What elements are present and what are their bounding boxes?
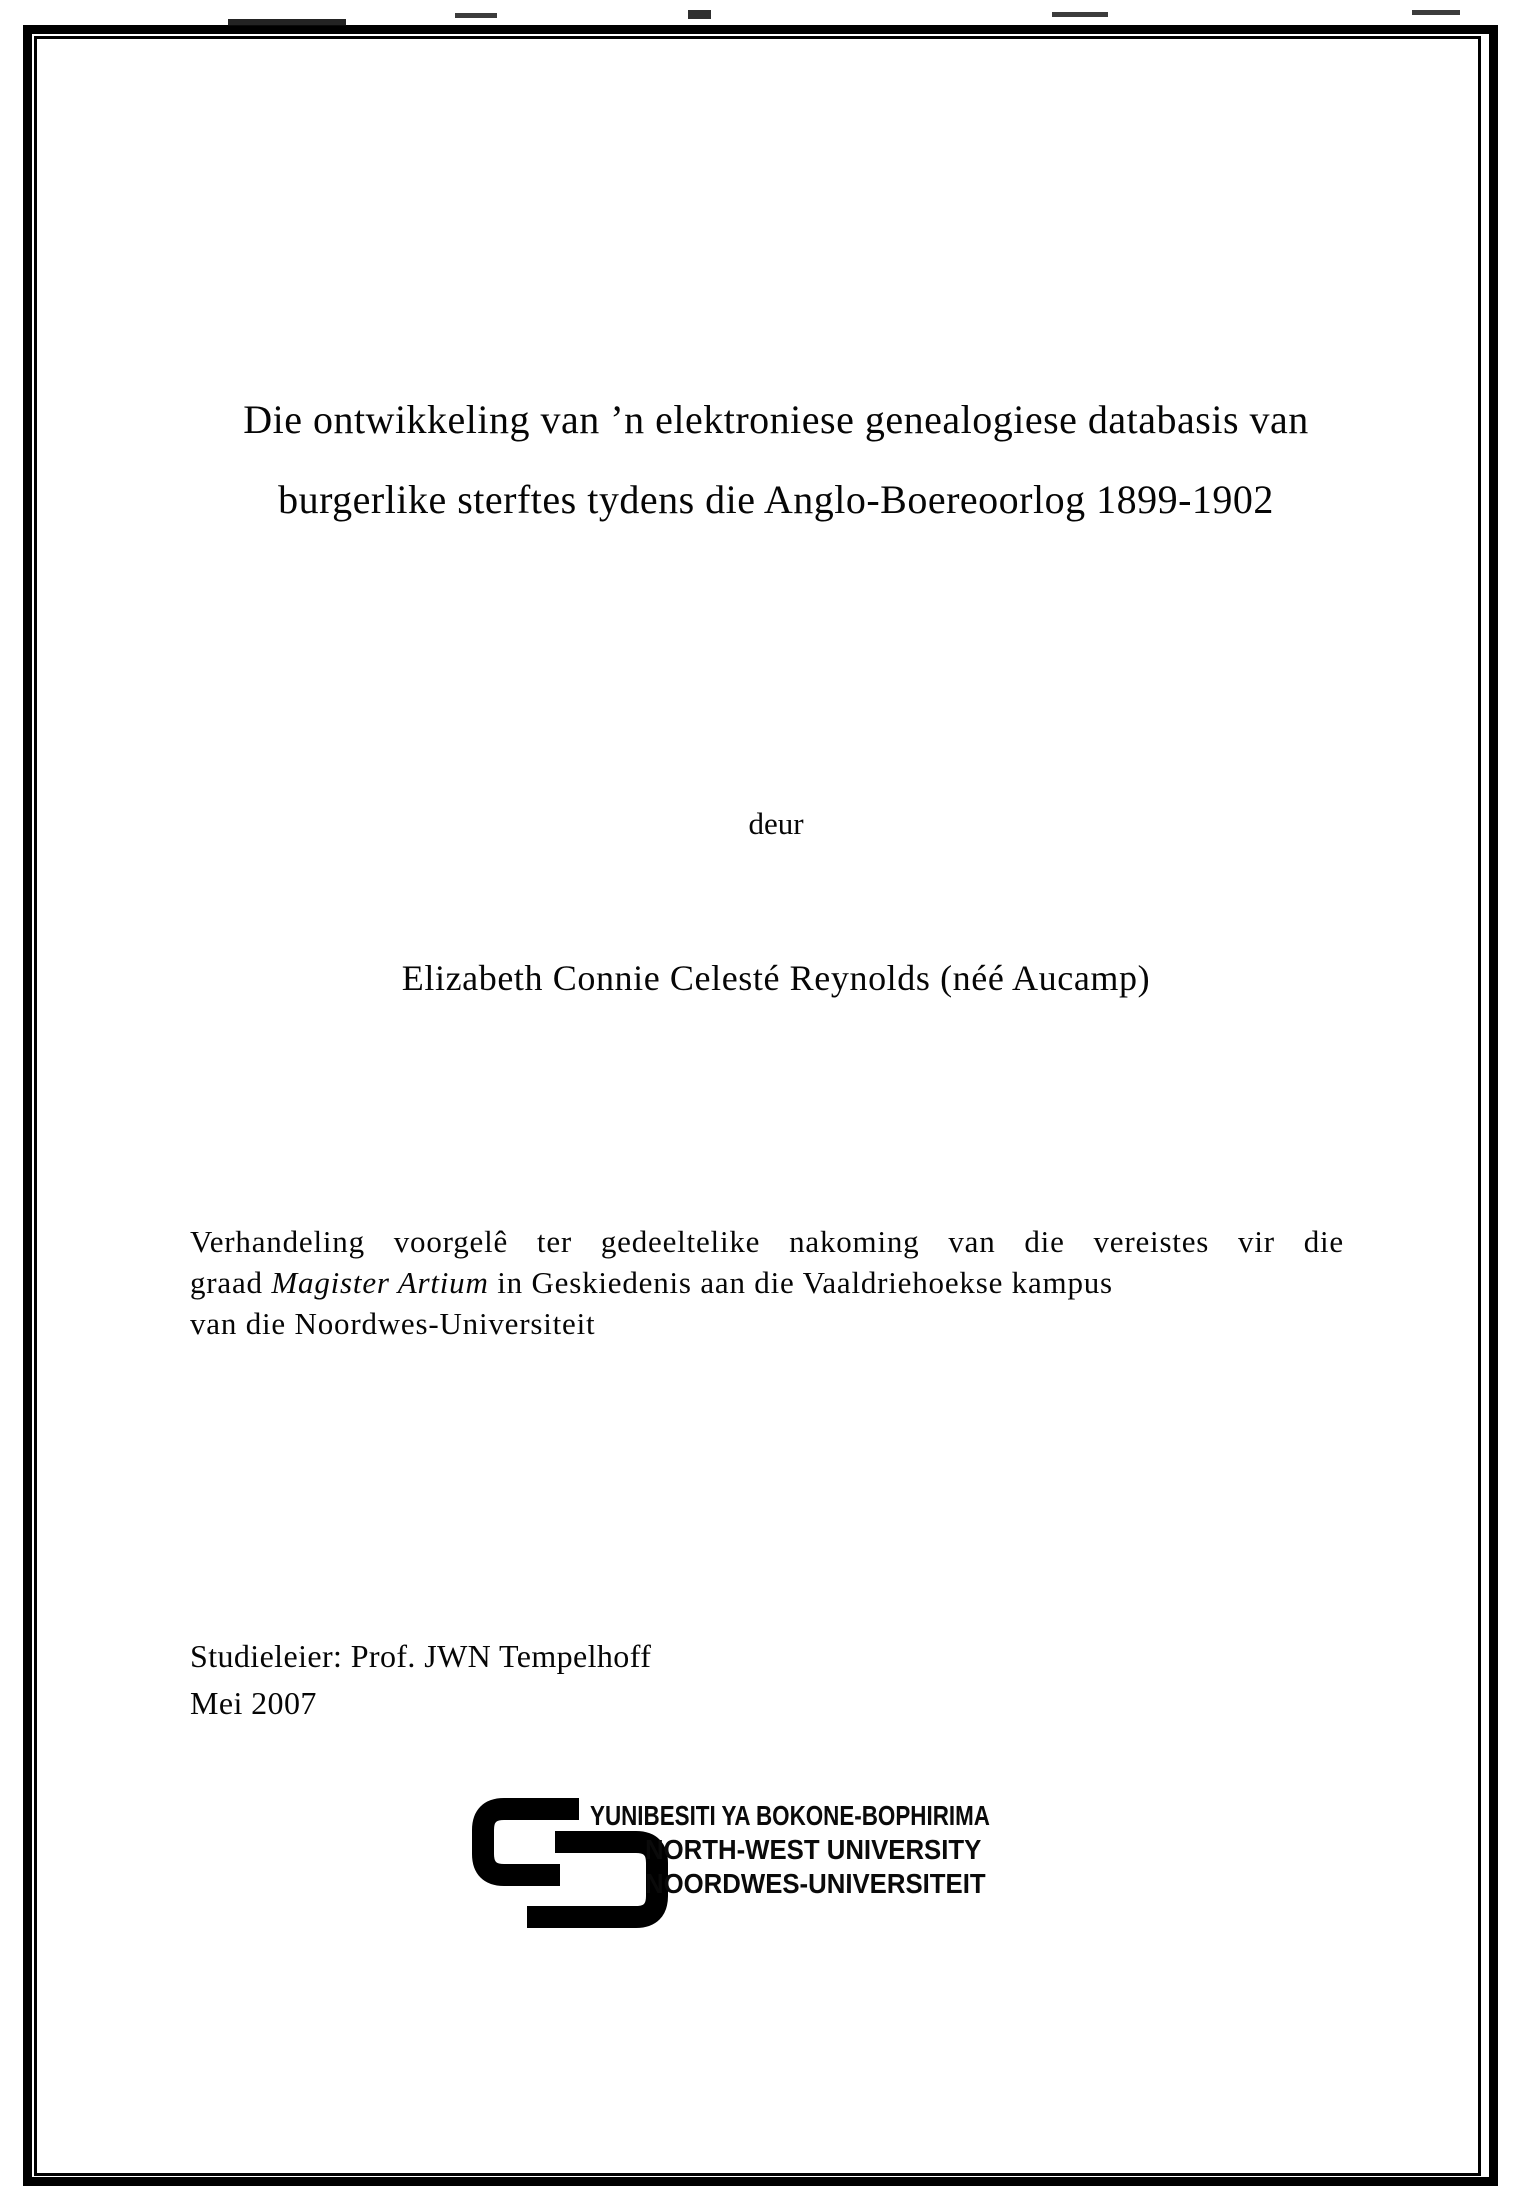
author-name: Elizabeth Connie Celesté Reynolds (néé Aucamp) <box>401 958 1151 998</box>
date-line: Mei 2007 <box>190 1685 317 1721</box>
thesis-title <box>160 380 1392 540</box>
university-logo <box>472 1798 1092 1938</box>
logo-name-afrikaans: NOORDWES-UNIVERSITEIT <box>645 1868 986 1899</box>
logo-name-setswana: YUNIBESITI YA BOKONE-BOPHIRIMA <box>590 1800 990 1831</box>
scan-artifact <box>1052 12 1108 17</box>
submission-line3: van die Noordwes-Universiteit <box>190 1306 596 1341</box>
submission-line2 <box>190 1262 1344 1303</box>
thesis-title-line2: burgerlike sterftes tydens die Anglo-Boereoorlog 1899-1902 <box>278 477 1274 522</box>
thesis-title-line1: Die ontwikkeling van ’n elektroniese genealogiese databasis van <box>243 397 1309 442</box>
submission-line2-suffix: in Geskiedenis aan die Vaaldriehoekse kampus <box>488 1265 1113 1300</box>
scan-artifact <box>688 10 711 19</box>
scan-artifact <box>228 19 346 26</box>
scan-artifact <box>1412 10 1460 15</box>
scan-artifact <box>455 13 497 18</box>
byline-label: deur <box>748 806 804 841</box>
submission-statement <box>190 1221 1344 1344</box>
submission-line2-prefix: graad <box>190 1265 272 1300</box>
supervisor-block <box>190 1633 651 1727</box>
logo-name-english: NORTH-WEST UNIVERSITY <box>645 1834 982 1865</box>
submission-line1: Verhandeling voorgelê ter gedeeltelike nakoming van die vereistes vir die <box>190 1224 1344 1259</box>
degree-name-italic: Magister Artium <box>271 1265 489 1300</box>
supervisor-line: Studieleier: Prof. JWN Tempelhoff <box>190 1638 652 1674</box>
